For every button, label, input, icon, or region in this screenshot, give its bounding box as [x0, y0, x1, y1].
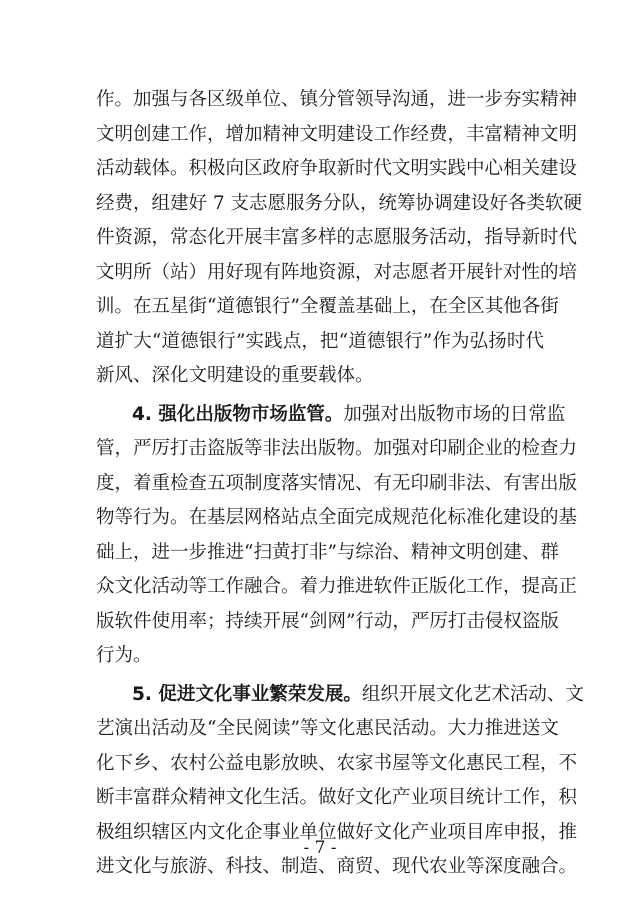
paragraph-1-line-5: 件资源，常态化开展丰富多样的志愿服务活动，指导新时代 [96, 227, 578, 248]
paragraph-1-line-3: 活动载体。积极向区政府争取新时代文明实践中心相关建设 [96, 158, 578, 179]
paragraph-3-line-1-text: 组织开展文化艺术活动、文 [361, 683, 584, 705]
paragraph-3-line-1 [132, 679, 584, 711]
paragraph-3-line-6: 进文化与旅游、科技、制造、商贸、现代农业等深度融合。 [96, 856, 578, 877]
paragraph-1-line-2: 文明创建工作，增加精神文明建设工作经费，丰富精神文明 [96, 123, 578, 145]
paragraph-1-line-1: 作。加强与各区级单位、镇分管领导沟通，进一步夯实精神 [96, 89, 578, 110]
paragraph-1-line-8: 道扩大“道德银行”实践点，把“道德银行”作为弘扬时代 [96, 330, 544, 352]
paragraph-2-line-4: 物等行为。在基层网格站点全面完成规范化标准化建设的基 [96, 507, 578, 528]
paragraph-2-line-5: 础上，进一步推进“扫黄打非”与综治、精神文明创建、群 [96, 541, 559, 563]
section-4-heading: 4. 强化出版物市场监管。 [132, 403, 344, 425]
paragraph-3-line-4: 断丰富群众精神文化生活。做好文化产业项目统计工作，积 [96, 787, 578, 808]
page-number: - 7 - [303, 838, 337, 858]
paragraph-2-line-7: 版软件使用率；持续开展“剑网”行动，严厉打击侵权盗版 [96, 610, 559, 632]
paragraph-1-line-6: 文明所（站）用好现有阵地资源，对志愿者开展针对性的培 [96, 261, 578, 283]
paragraph-2-line-1 [132, 399, 566, 431]
paragraph-2-line-3: 度，着重检查五项制度落实情况、有无印刷非法、有害出版 [96, 472, 578, 494]
paragraph-1-line-4: 经费，组建好 7 支志愿服务分队，统筹协调建设好各类软硬 [96, 192, 583, 214]
paragraph-1-line-9: 新风、深化文明建设的重要载体。 [96, 365, 374, 386]
paragraph-2-line-8: 行为。 [96, 645, 152, 666]
paragraph-3-line-2: 艺演出活动及“全民阅读”等文化惠民活动。大力推进送文 [96, 718, 559, 739]
paragraph-2-line-1-text: 加强对出版物市场的日常监 [343, 403, 566, 425]
paragraph-3-line-3: 化下乡、农村公益电影放映、农家书屋等文化惠民工程，不 [96, 752, 578, 774]
paragraph-1-line-7: 训。在五星街“道德银行”全覆盖基础上，在全区其他各街 [96, 296, 559, 317]
paragraph-2-line-2: 管，严厉打击盗版等非法出版物。加强对印刷企业的检查力 [96, 438, 578, 459]
paragraph-2-line-6: 众文化活动等工作融合。着力推进软件正版化工作，提高正 [96, 576, 578, 597]
paragraph-3-line-5: 极组织辖区内文化企事业单位做好文化产业项目库申报，推 [96, 821, 578, 843]
section-5-heading: 5. 促进文化事业繁荣发展。 [132, 683, 362, 705]
